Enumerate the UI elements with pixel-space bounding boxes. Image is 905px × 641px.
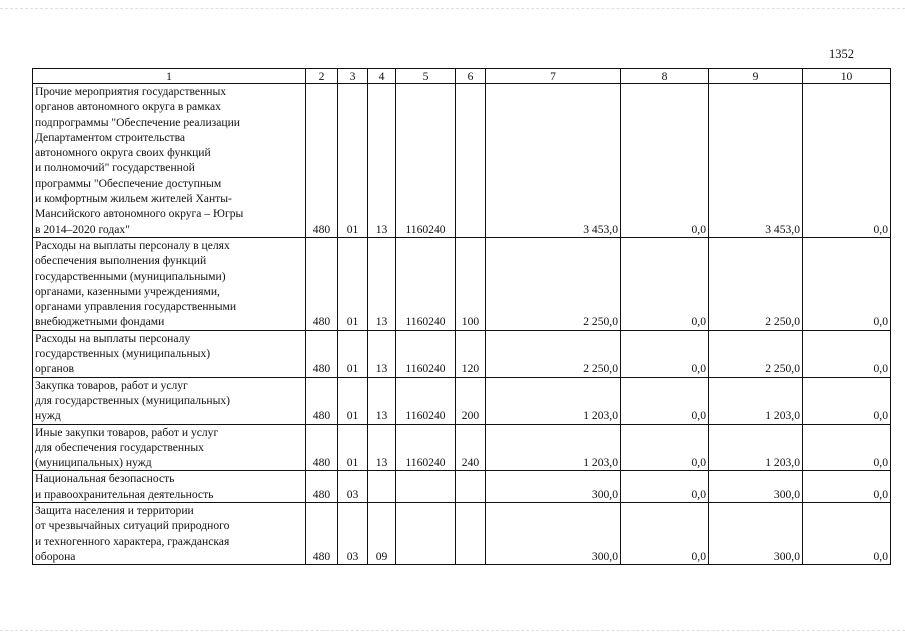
item-name-line: в 2014–2020 годах" (35, 222, 130, 236)
cell-target-item (396, 503, 456, 565)
cell-subsection: 13 (368, 377, 396, 424)
item-name-line: государственных (муниципальных) (35, 347, 211, 361)
cell-amount-col10: 0,0 (803, 424, 891, 471)
item-name-line: Мансийского автономного округа – Югры (35, 207, 244, 221)
cell-admin-code: 480 (306, 503, 338, 565)
cell-amount-col9: 300,0 (709, 503, 803, 565)
column-header: 4 (368, 69, 396, 84)
cell-amount-total: 1 203,0 (486, 424, 621, 471)
cell-amount-col10: 0,0 (803, 503, 891, 565)
cell-admin-code: 480 (306, 377, 338, 424)
item-name-line: и полномочий" государственной (35, 161, 195, 175)
cell-item-name (33, 424, 306, 471)
cell-amount-total: 3 453,0 (486, 84, 621, 238)
budget-table (32, 68, 891, 565)
column-header: 3 (338, 69, 368, 84)
item-name-line: внебюджетными фондами (35, 315, 165, 329)
cell-item-name (33, 237, 306, 330)
column-header: 10 (803, 69, 891, 84)
cell-target-item (396, 471, 456, 503)
cell-amount-total: 2 250,0 (486, 237, 621, 330)
table-row (33, 330, 891, 377)
item-name-line: Защита населения и территории (35, 504, 194, 518)
item-name-line: автономного округа своих функций (35, 146, 211, 160)
cell-subsection: 13 (368, 84, 396, 238)
cell-item-name (33, 503, 306, 565)
cell-target-item: 1160240 (396, 84, 456, 238)
cell-admin-code: 480 (306, 330, 338, 377)
cell-target-item: 1160240 (396, 377, 456, 424)
cell-item-name (33, 330, 306, 377)
cell-amount-col9: 1 203,0 (709, 377, 803, 424)
item-name-line: Расходы на выплаты персоналу в целях (35, 238, 230, 252)
cell-expense-type (456, 471, 486, 503)
cell-section: 01 (338, 237, 368, 330)
cell-amount-col8: 0,0 (621, 237, 709, 330)
table-row (33, 424, 891, 471)
cell-amount-col9: 300,0 (709, 471, 803, 503)
table-row (33, 503, 891, 565)
cell-subsection: 13 (368, 237, 396, 330)
cell-amount-col8: 0,0 (621, 330, 709, 377)
cell-amount-col8: 0,0 (621, 503, 709, 565)
column-header: 2 (306, 69, 338, 84)
cell-item-name (33, 84, 306, 238)
item-name-line: органов автономного округа в рамках (35, 100, 221, 114)
column-header: 8 (621, 69, 709, 84)
item-name-line: Закупка товаров, работ и услуг (35, 378, 188, 392)
cell-subsection (368, 471, 396, 503)
item-name-line: для обеспечения государственных (35, 440, 204, 454)
cell-target-item: 1160240 (396, 330, 456, 377)
item-name-line: и техногенного характера, гражданская (35, 534, 230, 548)
cell-amount-col10: 0,0 (803, 84, 891, 238)
cell-section: 01 (338, 424, 368, 471)
item-name-line: Иные закупки товаров, работ и услуг (35, 425, 219, 439)
item-name-line: от чрезвычайных ситуаций природного (35, 519, 230, 533)
cell-admin-code: 480 (306, 237, 338, 330)
item-name-line: государственными (муниципальными) (35, 269, 226, 283)
table-row (33, 471, 891, 503)
scan-edge-bottom (0, 630, 905, 641)
cell-amount-col10: 0,0 (803, 237, 891, 330)
cell-section: 03 (338, 471, 368, 503)
cell-amount-col9: 1 203,0 (709, 424, 803, 471)
column-header: 9 (709, 69, 803, 84)
cell-section: 01 (338, 377, 368, 424)
item-name-line: обеспечения выполнения функций (35, 254, 207, 268)
item-name-line: (муниципальных) нужд (35, 456, 152, 470)
cell-amount-total: 1 203,0 (486, 377, 621, 424)
cell-expense-type: 120 (456, 330, 486, 377)
item-name-line: органами управления государственными (35, 300, 237, 314)
cell-amount-total: 300,0 (486, 503, 621, 565)
item-name-line: нужд (35, 409, 61, 423)
cell-section: 03 (338, 503, 368, 565)
item-name-line: органами, казенными учреждениями, (35, 284, 220, 298)
item-name-line: и комфортным жильем жителей Ханты- (35, 192, 232, 206)
cell-admin-code: 480 (306, 471, 338, 503)
cell-amount-col8: 0,0 (621, 424, 709, 471)
item-name-line: подпрограммы "Обеспечение реализации (35, 115, 241, 129)
column-header: 5 (396, 69, 456, 84)
item-name-line: Департаментом строительства (35, 130, 186, 144)
cell-amount-col10: 0,0 (803, 471, 891, 503)
cell-amount-total: 2 250,0 (486, 330, 621, 377)
item-name-line: Расходы на выплаты персоналу (35, 331, 191, 345)
cell-expense-type (456, 84, 486, 238)
column-header: 6 (456, 69, 486, 84)
item-name-line: программы "Обеспечение доступным (35, 176, 222, 190)
table-row (33, 237, 891, 330)
cell-expense-type: 100 (456, 237, 486, 330)
cell-amount-col10: 0,0 (803, 377, 891, 424)
item-name-line: Прочие мероприятия государственных (35, 85, 227, 98)
cell-admin-code: 480 (306, 84, 338, 238)
cell-amount-col8: 0,0 (621, 377, 709, 424)
item-name-line: оборона (35, 549, 76, 563)
item-name-line: органов (35, 362, 74, 376)
table-header-row (33, 69, 891, 84)
cell-expense-type: 200 (456, 377, 486, 424)
cell-expense-type: 240 (456, 424, 486, 471)
column-header: 7 (486, 69, 621, 84)
cell-subsection: 13 (368, 424, 396, 471)
page-number: 1352 (829, 47, 854, 61)
cell-amount-col10: 0,0 (803, 330, 891, 377)
cell-section: 01 (338, 84, 368, 238)
cell-expense-type (456, 503, 486, 565)
cell-amount-col9: 3 453,0 (709, 84, 803, 238)
table-body (33, 84, 891, 565)
cell-item-name (33, 377, 306, 424)
item-name-line: Национальная безопасность (35, 472, 175, 486)
cell-section: 01 (338, 330, 368, 377)
item-name-line: для государственных (муниципальных) (35, 393, 231, 407)
cell-amount-col9: 2 250,0 (709, 237, 803, 330)
table-row (33, 377, 891, 424)
cell-amount-col8: 0,0 (621, 84, 709, 238)
cell-subsection: 09 (368, 503, 396, 565)
cell-amount-col8: 0,0 (621, 471, 709, 503)
cell-subsection: 13 (368, 330, 396, 377)
scan-edge-top (0, 0, 905, 9)
cell-target-item: 1160240 (396, 237, 456, 330)
cell-target-item: 1160240 (396, 424, 456, 471)
table-row (33, 84, 891, 238)
cell-amount-col9: 2 250,0 (709, 330, 803, 377)
cell-amount-total: 300,0 (486, 471, 621, 503)
cell-admin-code: 480 (306, 424, 338, 471)
column-header: 1 (33, 69, 306, 84)
cell-item-name (33, 471, 306, 503)
item-name-line: и правоохранительная деятельность (35, 487, 214, 501)
